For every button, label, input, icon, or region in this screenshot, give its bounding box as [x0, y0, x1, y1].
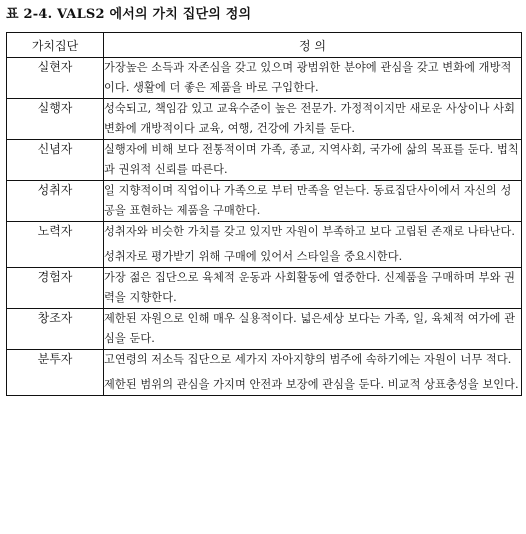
definition-cell [104, 181, 522, 222]
group-name-cell: 실행자 [7, 99, 104, 140]
group-name-cell: 신념자 [7, 140, 104, 181]
group-name-cell: 노력자 [7, 222, 104, 268]
table-row [7, 99, 522, 140]
definition-text: 일 지향적이며 직업이나 가족으로 부터 만족을 얻는다. 동료집단사이에서 자신의 성공을 표현하는 제품을 구매한다. [104, 184, 512, 217]
table-row [7, 140, 522, 181]
group-name-cell: 실현자 [7, 58, 104, 99]
definition-cell [104, 222, 522, 268]
definition-cell [104, 350, 522, 396]
table-row [7, 58, 522, 99]
value-groups-table [6, 32, 522, 396]
definition-text: 실행자에 비해 보다 전통적이며 가족, 종교, 지역사회, 국가에 삶의 목표를 둔다. 법칙과 권위적 신뢰를 따른다. [104, 143, 519, 176]
table-row [7, 222, 522, 268]
table-row [7, 181, 522, 222]
definition-cell [104, 99, 522, 140]
definition-cell [104, 140, 522, 181]
table-row [7, 309, 522, 350]
header-row [7, 33, 522, 58]
table-caption: 표 2-4. VALS2 에서의 가치 집단의 정의 [6, 7, 252, 22]
definition-text: 고연령의 저소득 집단으로 세가지 자아지향의 범주에 속하기에는 자원이 너무 적다. [104, 353, 512, 366]
group-name-cell: 분투자 [7, 350, 104, 396]
definition-text: 제한된 자원으로 인해 매우 실용적이다. 넓은세상 보다는 가족, 일, 육체적 여가에 관심을 둔다. [104, 312, 516, 345]
header-definition: 정 의 [104, 33, 522, 58]
definition-cell [104, 58, 522, 99]
group-name-cell: 성취자 [7, 181, 104, 222]
definition-text: 가장높은 소득과 자존심을 갖고 있으며 광범위한 분야에 관심을 갖고 변화에 개방적이다. 생활에 더 좋은 제품을 바로 구입한다. [104, 61, 512, 94]
table-body [7, 58, 522, 396]
definition-cell [104, 268, 522, 309]
definition-text: 성취자로 평가받기 위해 구매에 있어서 스타일을 중요시한다. [104, 250, 403, 263]
definition-text: 제한된 범위의 관심을 가지며 안전과 보장에 관심을 둔다. 비교적 상표충성을 보인다. [104, 378, 519, 391]
group-name-cell: 경험자 [7, 268, 104, 309]
group-name-cell: 창조자 [7, 309, 104, 350]
definition-cell [104, 309, 522, 350]
definition-text: 성숙되고, 책임감 있고 교육수준이 높은 전문가. 가정적이지만 새로운 사상이나 사회변화에 개방적이다 교육, 여행, 건강에 가치를 둔다. [104, 102, 516, 135]
definition-text: 가장 젊은 집단으로 육체적 운동과 사회활동에 열중한다. 신제품을 구매하며 부와 권력을 지향한다. [104, 271, 516, 304]
table-row [7, 350, 522, 396]
header-group: 가치집단 [7, 33, 104, 58]
definition-text: 성취자와 비슷한 가치를 갖고 있지만 자원이 부족하고 보다 고립된 존재로 나타난다. [104, 225, 516, 238]
table-row [7, 268, 522, 309]
table-header [7, 33, 522, 58]
